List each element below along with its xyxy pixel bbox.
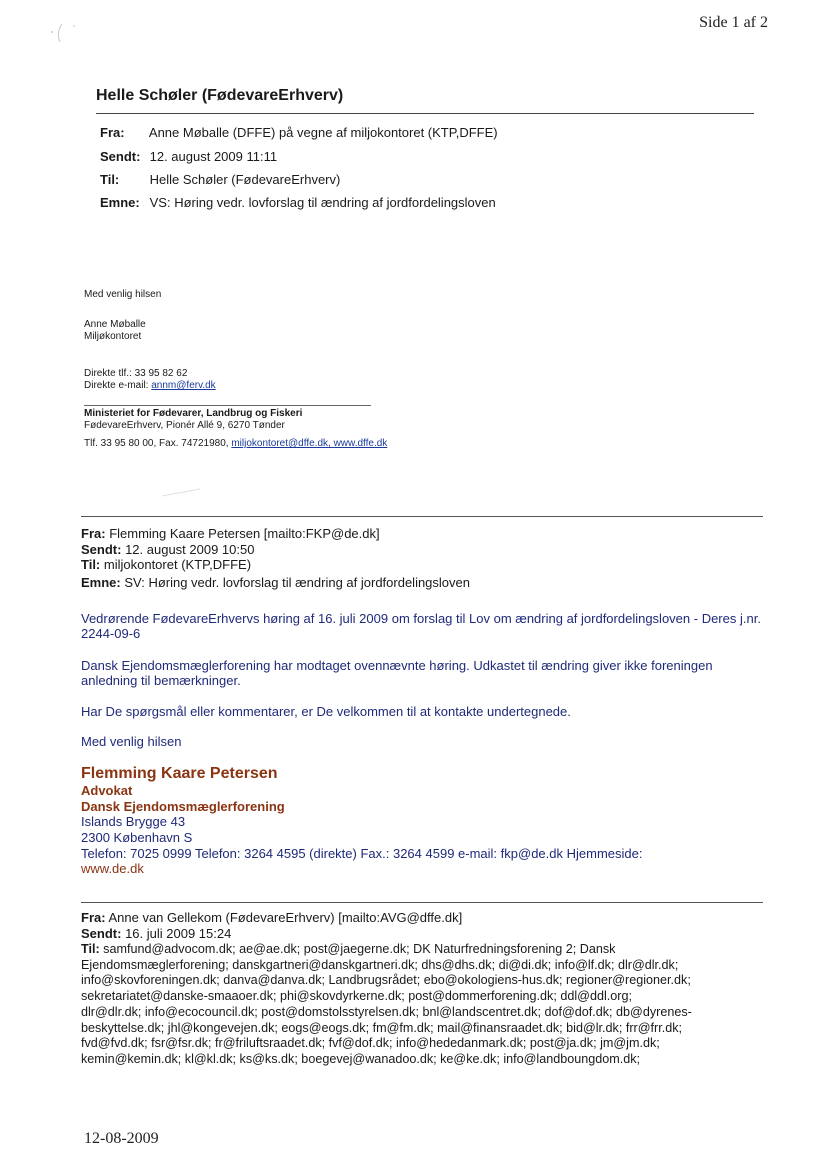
footer-date: 12-08-2009 [84,1130,159,1147]
msg2-sig-title: Advokat [81,783,133,798]
msg2-sig-org: Dansk Ejendomsmæglerforening [81,799,285,814]
msg2-body-paragraph-1: Vedrørende FødevareErhvervs høring af 16. juli 2009 om forslag til Lov om ændring af jordfordelingsloven - Deres j.nr. 2244-09-6 [81,611,761,641]
sig1-contact-email-link[interactable]: miljokontoret@dffe.dk [231,438,329,449]
msg2-to-value: miljokontoret (KTP,DFFE) [103,557,252,572]
sig1-contact-line [84,438,387,450]
sig1-website-link[interactable]: www.dffe.dk [333,438,388,449]
msg3-from-value: Anne van Gellekom (FødevareErhverv) [mailto:AVG@dffe.dk] [108,910,463,925]
header-to-label: Til: [100,172,120,187]
msg2-sig-city: 2300 København S [81,830,193,845]
msg2-sent-value: 12. august 2009 10:50 [125,542,255,557]
msg2-sig-web-link[interactable]: www.de.dk [81,861,144,876]
msg2-sig-contact: Telefon: 7025 0999 Telefon: 3264 4595 (direkte) Fax.: 3264 4599 e-mail: fkp@de.dk Hjemmeside: [81,846,643,861]
msg2-from-value: Flemming Kaare Petersen [mailto:FKP@de.dk] [109,526,380,541]
msg3-to-label: Til: [81,942,100,956]
msg2-sig-street: Islands Brygge 43 [81,814,186,829]
header-from [100,125,498,140]
msg2-subject-value: SV: Høring vedr. lovforslag til ændring af jordfordelingsloven [124,575,470,590]
msg2-to [81,557,251,572]
header-sent [100,149,277,164]
header-subject [100,195,496,210]
msg2-subject-label: Emne: [81,575,121,590]
msg3-from-label: Fra: [81,910,106,925]
msg2-sent-label: Sendt: [81,542,122,557]
msg3-sent [81,926,231,941]
sig1-ministry: Ministeriet for Fødevarer, Landbrug og Fiskeri [84,408,303,419]
scan-artifact-mark [44,18,84,48]
sig1-email-link[interactable]: annm@ferv.dk [151,380,216,391]
sig1-greeting: Med venlig hilsen [84,289,162,300]
msg3-to-line-3: info@skovforeningen.dk; danva@danva.dk; Landbrugsrådet; ebo@okologiens-hus.dk; regioner@regioner.dk; [81,973,691,988]
header-divider [96,113,754,114]
sig1-name: Anne Møballe [84,319,146,330]
sig1-contact-sep: , [328,438,334,449]
scan-artifact-stroke [160,486,210,498]
msg2-sig-name: Flemming Kaare Petersen [81,765,278,782]
message3-divider [81,902,763,903]
msg3-to-line-6: beskyttelse.dk; jhl@kongevejen.dk; eogs@eogs.dk; fm@fm.dk; mail@finansraadet.dk; bid@lr.dk; frr@frr.dk; [81,1020,682,1035]
header-sent-label: Sendt: [100,149,141,164]
header-subject-label: Emne: [100,195,140,210]
msg3-to-list [81,942,763,1068]
msg2-from-label: Fra: [81,526,106,541]
msg2-sent [81,542,254,557]
msg3-to-line-2: Ejendomsmæglerforening; danskgartneri@danskgartneri.dk; dhs@dhs.dk; di@di.dk; info@lf.dk; dlr@dlr.dk; [81,957,679,972]
msg3-to-line-1 [81,942,763,958]
sig1-divider [84,405,371,406]
sig1-address: FødevareErhverv, Pionér Allé 9, 6270 Tønder [84,420,285,431]
sig1-phone: Direkte tlf.: 33 95 82 62 [84,368,188,379]
msg3-from [81,910,462,925]
sig1-office: Miljøkontoret [84,331,142,342]
sig1-contact-prefix: Tlf. 33 95 80 00, Fax. 74721980, [84,438,232,449]
sig1-email-line [84,380,216,392]
msg2-body-paragraph-3: Har De spørgsmål eller kommentarer, er De velkommen til at kontakte undertegnede. [81,704,571,719]
sig1-email-label: Direkte e-mail: [84,380,152,391]
header-title: Helle Schøler (FødevareErhverv) [96,87,344,104]
header-from-label: Fra: [100,125,125,140]
msg2-body-paragraph-2: Dansk Ejendomsmæglerforening har modtaget ovennævnte høring. Udkastet til ændring giver ikke foreningen anledning til bemærkninger. [81,658,713,688]
msg3-sent-value: 16. juli 2009 15:24 [125,926,232,941]
header-to-value: Helle Schøler (FødevareErhverv) [149,172,341,187]
msg3-to-line-1-text: samfund@advocom.dk; ae@ae.dk; post@jaegerne.dk; DK Naturfredningsforening 2; Dansk [103,942,616,956]
header-from-value: Anne Møballe (DFFE) på vegne af miljokontoret (KTP,DFFE) [148,125,498,140]
msg3-to-line-7: fvd@fvd.dk; fsr@fsr.dk; fr@friluftsraadet.dk; fvf@dof.dk; info@hededanmark.dk; post@ja.dk; jm@jm.dk; [81,1036,660,1051]
msg2-greeting: Med venlig hilsen [81,734,182,749]
header-sent-value: 12. august 2009 11:11 [149,149,278,164]
message2-divider [81,516,763,517]
header-subject-value: VS: Høring vedr. lovforslag til ændring af jordfordelingsloven [149,195,496,210]
msg3-to-line-8: kemin@kemin.dk; kl@kl.dk; ks@ks.dk; boegevej@wanadoo.dk; ke@ke.dk; info@landboungdom.dk; [81,1051,641,1066]
msg2-from [81,526,380,541]
msg2-subject [81,575,470,590]
page-number: Side 1 af 2 [699,14,768,31]
msg3-to-line-4: sekretariatet@danske-smaaoer.dk; phi@skovdyrkerne.dk; post@dommerforening.dk; ddl@ddl.org; [81,989,632,1004]
msg3-sent-label: Sendt: [81,926,122,941]
msg3-to-line-5: dlr@dlr.dk; info@ecocouncil.dk; post@domstolsstyrelsen.dk; bnl@landscentret.dk; dof@dof.dk; db@dyrenes- [81,1004,692,1019]
header-to [100,172,340,187]
msg2-to-label: Til: [81,557,101,572]
